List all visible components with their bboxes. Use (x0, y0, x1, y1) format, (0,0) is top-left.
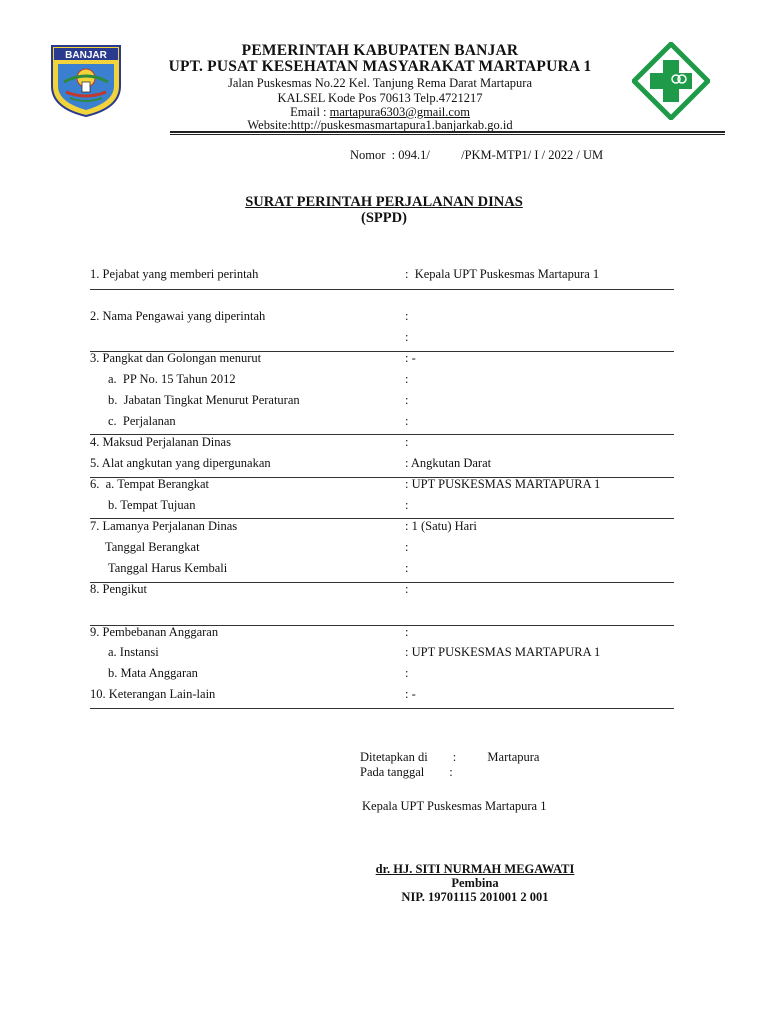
field-label-pp: a. PP No. 15 Tahun 2012 (108, 372, 236, 386)
document-title (0, 194, 768, 211)
row-divider (90, 708, 674, 709)
field-value-perjalanan: : (405, 414, 409, 428)
field-label-pejabat: 1. Pejabat yang memberi perintah (90, 267, 259, 281)
document-title-text: SURAT PERINTAH PERJALANAN DINAS (245, 194, 523, 210)
field-label-pangkat: 3. Pangkat dan Golongan menurut (90, 351, 262, 365)
signatory-name (0, 862, 768, 877)
field-label-mata-anggaran: b. Mata Anggaran (108, 666, 198, 680)
field-value-pengikut: : (405, 582, 409, 596)
field-label-pembebanan: 9. Pembebanan Anggaran (90, 625, 219, 639)
field-value-pangkat: : - (405, 351, 416, 365)
field-label-pengikut: 8. Pengikut (90, 582, 147, 596)
letterhead-website: Website:http://puskesmasmartapura1.banjarkab.go.id (247, 118, 513, 132)
logo-text: BANJAR (65, 50, 107, 61)
puskesmas-logo (632, 42, 710, 120)
field-label-lamanya: 7. Lamanya Perjalanan Dinas (90, 519, 238, 533)
field-value-jabatan: : (405, 393, 409, 407)
field-label-tanggal-berangkat: Tanggal Berangkat (105, 540, 200, 554)
pada-tanggal: Pada tanggal : (360, 765, 453, 779)
letter-number: Nomor : 094.1/ /PKM-MTP1/ I / 2022 / UM (350, 148, 604, 162)
field-label-tempat-tujuan: b. Tempat Tujuan (108, 498, 196, 512)
field-value-tanggal-berangkat: : (405, 540, 409, 554)
field-label-maksud: 4. Maksud Perjalanan Dinas (90, 435, 231, 449)
field-value-tanggal-kembali: : (405, 561, 409, 575)
field-label-nama-pegawai: 2. Nama Pengawai yang diperintah (90, 309, 266, 323)
signatory-position: Kepala UPT Puskesmas Martapura 1 (362, 799, 547, 813)
letterhead-government: PEMERINTAH KABUPATEN BANJAR (241, 42, 519, 59)
signatory-nip: NIP. 19701115 201001 2 001 (401, 890, 549, 904)
letterhead-address: Jalan Puskesmas No.22 Kel. Tanjung Rema Darat Martapura (227, 76, 533, 90)
signatory-name-text: dr. HJ. SITI NURMAH MEGAWATI (375, 862, 575, 876)
signatory-rank: Pembina (451, 876, 499, 890)
field-value-maksud: : (405, 435, 409, 449)
letterhead-postal: KALSEL Kode Pos 70613 Telp.4721217 (277, 91, 483, 105)
email-link[interactable]: martapura6303@gmail.com (329, 105, 470, 119)
field-value-mata-anggaran: : (405, 666, 409, 680)
field-label-tempat-berangkat: 6. a. Tempat Berangkat (90, 477, 209, 491)
field-value-tempat-tujuan: : (405, 498, 409, 512)
field-value-tempat-berangkat: : UPT PUSKESMAS MARTAPURA 1 (405, 477, 601, 491)
field-value-keterangan: : - (405, 687, 416, 701)
field-label-instansi: a. Instansi (108, 645, 159, 659)
field-label-jabatan: b. Jabatan Tingkat Menurut Peraturan (108, 393, 300, 407)
field-label-perjalanan: c. Perjalanan (108, 414, 176, 428)
field-value-instansi: : UPT PUSKESMAS MARTAPURA 1 (405, 645, 601, 659)
field-label-alat-angkutan: 5. Alat angkutan yang dipergunakan (90, 456, 271, 470)
field-label-tanggal-kembali: Tanggal Harus Kembali (108, 561, 228, 575)
kabupaten-banjar-logo (48, 42, 124, 118)
field-value-pembebanan: : (405, 625, 409, 639)
email-prefix: Email : (290, 105, 330, 119)
field-value-pejabat: : Kepala UPT Puskesmas Martapura 1 (405, 267, 600, 281)
letterhead-divider-thick (170, 131, 725, 133)
field-label-keterangan: 10. Keterangan Lain-lain (90, 687, 216, 701)
letterhead-institution: UPT. PUSAT KESEHATAN MASYARAKAT MARTAPURA 1 (168, 58, 592, 75)
field-value-nip-pegawai: : (405, 330, 409, 344)
ditetapkan-di: Ditetapkan di : Martapura (360, 750, 540, 764)
document-subtitle: (SPPD) (361, 210, 407, 226)
letterhead-divider-thin (170, 134, 725, 135)
row-divider (90, 582, 674, 583)
field-value-lamanya: : 1 (Satu) Hari (405, 519, 477, 533)
field-value-pp: : (405, 372, 409, 386)
field-value-alat-angkutan: : Angkutan Darat (405, 456, 492, 470)
row-divider (90, 289, 674, 290)
field-value-nama-pegawai: : (405, 309, 409, 323)
